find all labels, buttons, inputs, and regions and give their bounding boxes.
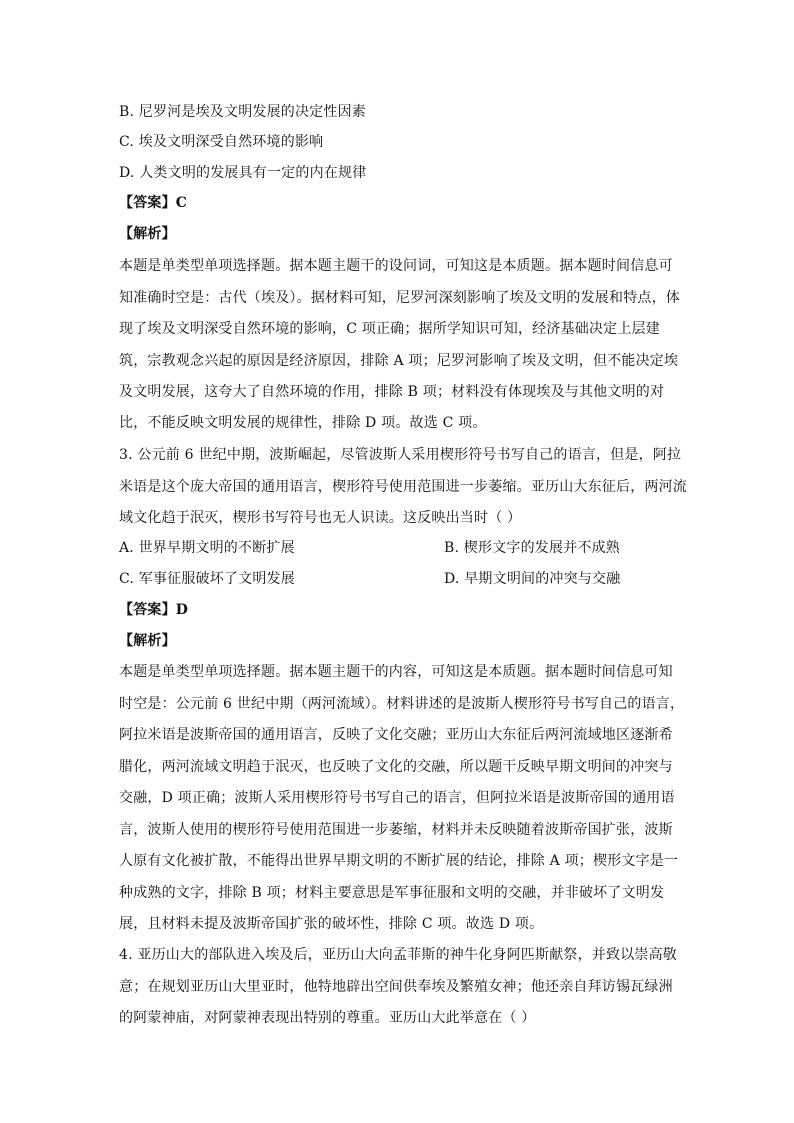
q2-answer: 【答案】C [119,195,188,211]
q3-option-d: D. 早期文明间的冲突与交融 [444,571,621,587]
q4-stem-line: 的阿蒙神庙，对阿蒙神表现出特别的尊重。亚历山大此举意在（ ） [119,1010,536,1026]
q2-option-b: B. 尼罗河是埃及文明发展的决定性因素 [119,104,366,120]
q3-analysis-line: 交融，D 项正确；波斯人采用楔形符号书写自己的语言，但阿拉米语是波斯帝国的通用语 [119,790,675,806]
q2-analysis-line: 本题是单类型单项选择题。据本题主题干的设问词，可知这是本质题。据本题时间信息可 [119,258,673,274]
q2-analysis-label: 【解析】 [119,226,176,242]
q3-option-b: B. 楔形文字的发展并不成熟 [444,540,620,556]
q4-stem-line: 4. 亚历山大的部队进入埃及后，亚历山大向孟菲斯的神牛化身阿匹斯献祭，并致以崇高敬 [119,947,678,963]
q2-analysis-line: 现了埃及文明深受自然环境的影响，C 项正确；据所学知识可知，经济基础决定上层建 [119,321,660,337]
q2-analysis-line: 知准确时空是：古代（埃及）。据材料可知，尼罗河深刻影响了埃及文明的发展和特点，体 [119,290,680,306]
q2-analysis-line: 比，不能反映文明发展的规律性，排除 D 项。故选 C 项。 [119,415,487,431]
q3-stem-line: 域文化趋于泯灭，楔形书写符号也无人识读。这反映出当时（ ） [119,510,522,526]
q3-analysis-line: 言，波斯人使用的楔形符号使用范围进一步萎缩，材料并未反映随着波斯帝国扩张，波斯 [119,822,673,838]
q3-stem-line: 3. 公元前 6 世纪中期，波斯崛起，尽管波斯人采用楔形符号书写自己的语言，但是，阿拉 [119,447,682,463]
q3-option-a: A. 世界早期文明的不断扩展 [119,540,295,556]
q3-stem-line: 米语是这个庞大帝国的通用语言，楔形符号使用范围进一步萎缩。亚历山大东征后，两河流 [119,479,687,495]
q3-analysis-label: 【解析】 [119,633,176,649]
q2-analysis-line: 及文明发展，这夸大了自然环境的作用，排除 B 项；材料没有体现埃及与其他文明的对 [119,384,665,400]
q3-analysis-line: 展，且材料未提及波斯帝国扩张的破坏性，排除 C 项。故选 D 项。 [119,916,544,932]
q3-analysis-line: 时空是：公元前 6 世纪中期（两河流域）。材料讲述的是波斯人楔形符号书写自己的语言， [119,696,685,712]
q2-option-c: C. 埃及文明深受自然环境的影响 [119,134,324,150]
q3-answer: 【答案】D [119,602,189,618]
q3-analysis-line: 本题是单类型单项选择题。据本题主题干的内容，可知这是本质题。据本题时间信息可知 [119,664,673,680]
q4-stem-line: 意；在规划亚历山大里亚时，他特地辟出空间供奉埃及繁殖女神；他还亲自拜访锡瓦绿洲 [119,979,673,995]
q2-option-d: D. 人类文明的发展具有一定的内在规律 [119,165,367,181]
q3-analysis-line: 腊化，两河流域文明趋于泯灭，也反映了文化的交融，所以题干反映早期文明间的冲突与 [119,759,673,775]
q3-analysis-line: 阿拉米语是波斯帝国的通用语言，反映了文化交融；亚历山大东征后两河流域地区逐渐希 [119,727,673,743]
q3-analysis-line: 人原有文化被扩散，不能得出世界早期文明的不断扩展的结论，排除 A 项；楔形文字是一 [119,853,679,869]
q3-analysis-line: 种成熟的文字，排除 B 项；材料主要意思是军事征服和文明的交融，并非破坏了文明发 [119,885,665,901]
q2-analysis-line: 筑，宗教观念兴起的原因是经济原因，排除 A 项；尼罗河影响了埃及文明，但不能决定埃 [119,353,679,369]
q3-option-c: C. 军事征服破坏了文明发展 [119,571,295,587]
